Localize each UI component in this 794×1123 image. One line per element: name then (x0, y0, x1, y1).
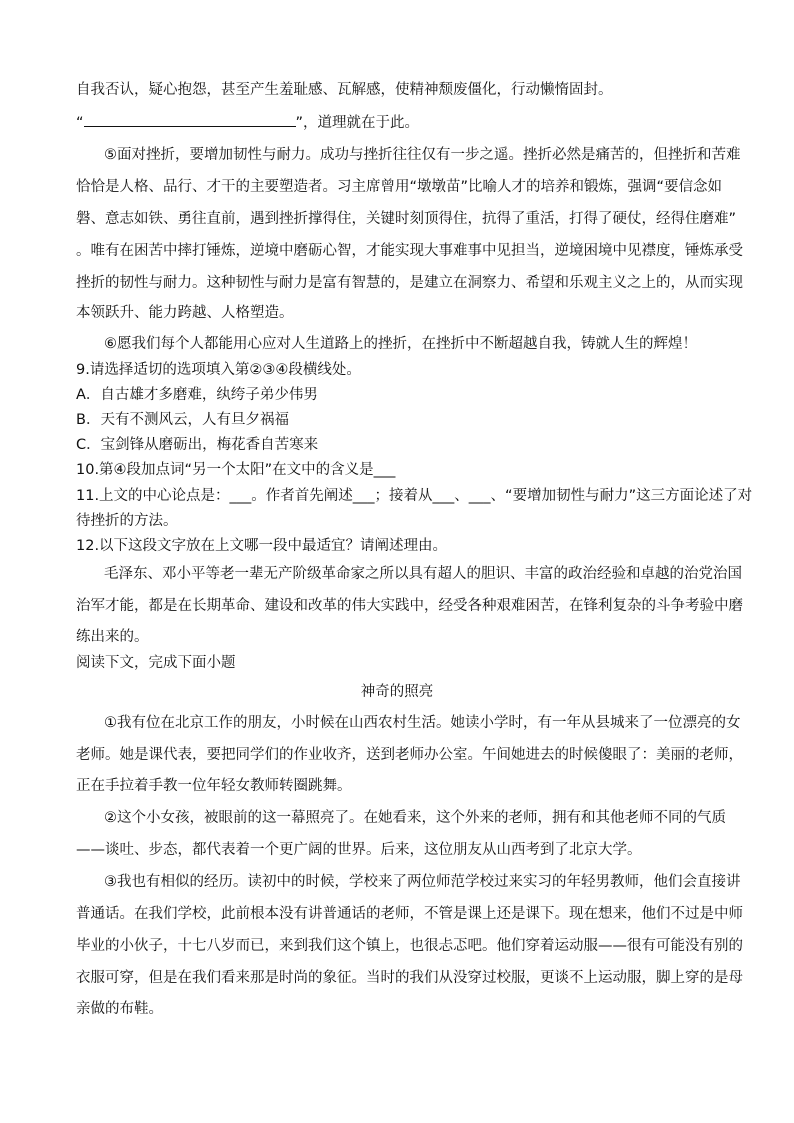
article-p1-line: 老师。她是课代表，要把同学们的作业收齐，送到老师办公室。午间她进去的时候傻眼了：美丽的老师， (76, 747, 743, 763)
question-12: 12.以下这段文字放在上文哪一段中最适宜？请阐述理由。 (76, 538, 448, 554)
q12-quote-line: 毛泽东、邓小平等老一辈无产阶级革命家之所以具有超人的胆识、丰富的政治经验和卓越的治党治国 (104, 566, 742, 582)
article-p3-line: 衣服可穿，但是在我们看来那是时尚的象征。当时的我们从没穿过校服，更谈不上运动服，脚上穿的是母 (76, 970, 743, 986)
blank-quote-line (76, 112, 726, 133)
article-p2-line: ②这个小女孩，被眼前的这一幕照亮了。在她看来，这个外来的老师，拥有和其他老师不同的气质 (104, 810, 726, 826)
article-title: 神奇的照亮 (360, 684, 434, 700)
quote-close: ”，道理就在于此。 (295, 115, 420, 131)
article-p3-line: 毕业的小伙子，十七八岁而已，来到我们这个镇上，也很忐忑吧。他们穿着运动服——很有可能没有别的 (76, 938, 743, 954)
question-10: 10.第④段加点词“另一个太阳”在文中的含义是___ (76, 462, 396, 478)
question-9: 9.请选择适切的选项填入第②③④段横线处。 (76, 362, 361, 378)
question-11-line1: 11.上文的中心论点是：___。作者首先阐述___；接着从___、___、“要增加韧性与耐力”这三方面论述了对 (76, 488, 753, 504)
para5-line: 恰恰是人格、品行、才干的主要塑造者。习主席曾用“墩墩苗”比喻人才的培养和锻炼，强调“要信念如 (76, 179, 723, 195)
para5-line: ⑤面对挫折，要增加韧性与耐力。成功与挫折往往仅有一步之遥。挫折必然是痛苦的，但挫折和苦难 (104, 147, 741, 163)
q12-quote-line: 治军才能，都是在长期革命、建设和改革的伟大实践中，经受各种艰难困苦，在锋利复杂的斗争考验中磨 (76, 598, 743, 614)
para5-line: 挫折的韧性与耐力。这种韧性与耐力是富有智慧的，是建立在洞察力、希望和乐观主义之上的，从而实现 (76, 275, 743, 291)
para5-line: 磐、意志如铁、勇往直前，遇到挫折撑得住，关键时刻顶得住，抗得了重活，打得了硬仗，经得住磨难” (76, 211, 737, 227)
article-p3-line: 亲做的布鞋。 (76, 1001, 163, 1017)
question-11-line2: 待挫折的方法。 (76, 513, 178, 529)
article-p3-line: 普通话。在我们学校，此前根本没有讲普通话的老师，不管是课上还是课下。现在想来，他们不过是中师 (76, 906, 743, 922)
q12-quote-line: 练出来的。 (76, 629, 149, 645)
answer-blank[interactable] (84, 112, 296, 127)
option-b: B．天有不测风云，人有旦夕祸福 (76, 412, 289, 428)
para5-line: 本领跃升、能力跨越、人格塑造。 (76, 305, 294, 321)
para5-line: 。唯有在困苦中摔打锤炼，逆境中磨砺心智，才能实现大事难事中见担当，逆境困境中见襟度，锤炼承受 (76, 243, 743, 259)
option-c: C．宝剑锋从磨砺出，梅花香自苦寒来 (76, 437, 319, 453)
article-p1-line: ①我有位在北京工作的朋友，小时候在山西农村生活。她读小学时，有一年从县城来了一位漂亮的女 (104, 715, 741, 731)
article-p3-line: ③我也有相似的经历。读初中的时候，学校来了两位师范学校过来实习的年轻男教师，他们会直接讲 (104, 874, 741, 890)
para6: ⑥愿我们每个人都能用心应对人生道路上的挫折，在挫折中不断超越自我，铸就人生的辉煌！ (104, 336, 697, 352)
quote-open: “ (76, 115, 84, 131)
article-p2-line: ——谈吐、步态，都代表着一个更广阔的世界。后来，这位朋友从山西考到了北京大学。 (76, 842, 642, 858)
option-a: A．自古雄才多磨难，纨绔子弟少伟男 (76, 387, 318, 403)
reading-intro: 阅读下文，完成下面小题 (76, 655, 236, 671)
para4-tail: 自我否认，疑心抱怨，甚至产生羞耻感、瓦解感，使精神颓废僵化，行动懒惰固封。 (76, 82, 613, 98)
article-p1-line: 正在手拉着手教一位年轻女教师转圈跳舞。 (76, 778, 352, 794)
